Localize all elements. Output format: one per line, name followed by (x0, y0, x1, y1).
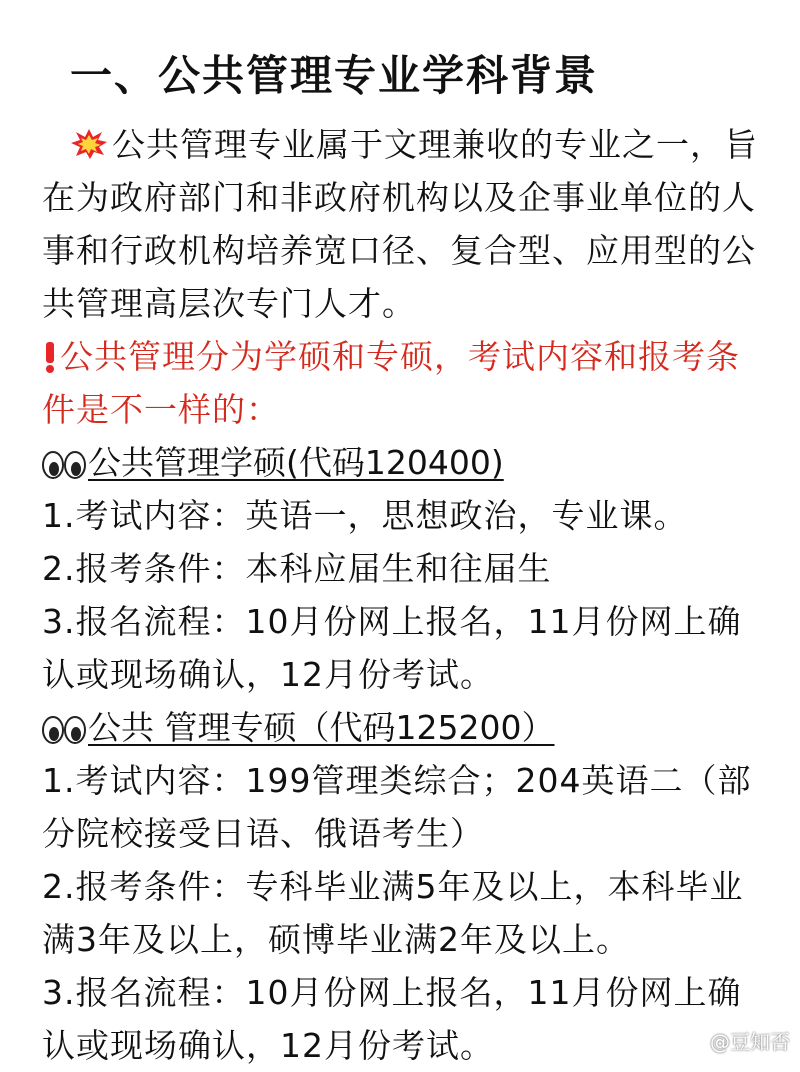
page-title: 一、公共管理专业学科背景 (70, 51, 599, 100)
academic-item-2: 2.报考条件：本科应届生和往届生 (42, 549, 552, 588)
notice-paragraph (42, 330, 764, 436)
notice-text: 公共管理分为学硕和专硕，考试内容和报考条件是不一样的： (42, 337, 740, 429)
intro-paragraph (42, 118, 764, 330)
academic-heading-text: 公共管理学硕(代码120400) (88, 443, 504, 482)
watermark (680, 1026, 790, 1055)
professional-heading (42, 701, 764, 754)
professional-heading-text: 公共 管理专硕（代码125200） (88, 708, 555, 747)
platform-logo-icon (680, 1028, 706, 1054)
eyes-icon (42, 715, 86, 745)
exclamation-icon (42, 340, 58, 374)
academic-item-3: 3.报名流程：10月份网上报名，11月份网上确认或现场确认，12月份考试。 (42, 602, 742, 694)
explosion-icon (70, 128, 108, 160)
eyes-icon (42, 450, 86, 480)
professional-item-3: 3.报名流程：10月份网上报名，11月份网上确认或现场确认，12月份考试。 (42, 973, 742, 1065)
academic-item-1: 1.考试内容：英语一，思想政治，专业课。 (42, 496, 688, 535)
professional-item-2: 2.报考条件：专科毕业满5年及以上，本科毕业满3年及以上，硕博毕业满2年及以上。 (42, 867, 744, 959)
intro-text: 公共管理专业属于文理兼收的专业之一，旨在为政府部门和非政府机构以及企事业单位的人事和行政机构培养宽口径、复合型、应用型的公共管理高层次专门人才。 (42, 125, 758, 323)
watermark-text: @豆知否 (710, 1030, 790, 1054)
professional-item-1: 1.考试内容：199管理类综合；204英语二（部分院校接受日语、俄语考生） (42, 761, 752, 853)
academic-heading (42, 436, 764, 489)
